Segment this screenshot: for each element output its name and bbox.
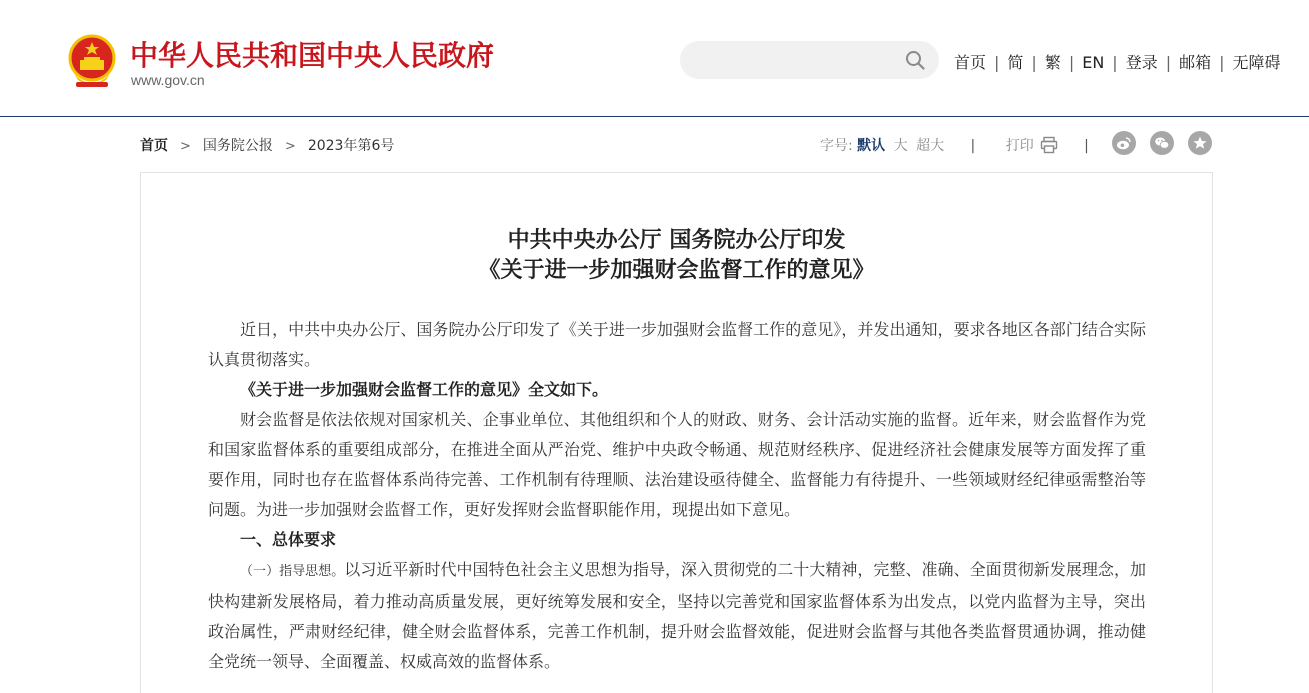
national-emblem-icon[interactable] xyxy=(66,34,118,90)
weibo-icon xyxy=(1116,135,1132,151)
article-title-line2: 《关于进一步加强财会监督工作的意见》 xyxy=(478,257,875,283)
font-size-xlarge[interactable]: 超大 xyxy=(916,138,945,154)
nav-mail[interactable]: 邮箱 xyxy=(1179,53,1212,72)
breadcrumb-gazette[interactable]: 国务院公报 xyxy=(202,138,273,154)
share-favorite-button[interactable] xyxy=(1188,131,1212,155)
article-tools xyxy=(820,135,1111,155)
nav-simplified[interactable]: 简 xyxy=(1007,53,1024,72)
article-panel xyxy=(140,172,1213,693)
chevron-right-icon: > xyxy=(284,139,296,154)
site-title[interactable]: 中华人民共和国中央人民政府 xyxy=(130,39,495,72)
share-wechat-button[interactable] xyxy=(1150,131,1174,155)
paragraph-text: 以习近平新时代中国特色社会主义思想为指导，深入贯彻党的二十大精神，完整、准确、全面贯彻新发展理念，加快构建新发展格局，着力推动高质量发展，更好统筹发展和安全，坚持以完善党和国家监督体系为出发点，以党内监督为主导，突出政治属性，严肃财经纪律，健全财会监督体系，完善工作机制，提升财会监督效能，促进财会监督与其他各类监督贯通协调，推动健全党统一领导、全面覆盖、权威高效的监督体系。 xyxy=(208,560,1146,671)
section-heading: 一、总体要求 xyxy=(240,530,337,549)
nav-divider: | xyxy=(1068,53,1075,72)
print-label: 打印 xyxy=(1005,138,1034,154)
nav-login[interactable]: 登录 xyxy=(1125,53,1158,72)
breadcrumb xyxy=(140,135,394,155)
nav-divider: | xyxy=(994,53,1000,72)
site-url: www.gov.cn xyxy=(131,72,205,88)
tools-divider: | xyxy=(1084,138,1089,154)
nav-english[interactable]: EN xyxy=(1082,53,1105,72)
subsection-label: （一）指导思想。 xyxy=(240,564,345,579)
search-icon[interactable] xyxy=(905,50,925,70)
font-size-large[interactable]: 大 xyxy=(893,138,908,154)
top-nav xyxy=(954,50,1281,73)
chevron-right-icon: > xyxy=(180,139,191,154)
share-weibo-button[interactable] xyxy=(1112,131,1136,155)
nav-divider: | xyxy=(1165,53,1172,72)
search-input[interactable] xyxy=(680,41,939,79)
nav-home[interactable]: 首页 xyxy=(954,53,987,72)
paragraph: 近日，中共中央办公厅、国务院办公厅印发了《关于进一步加强财会监督工作的意见》，并发出通知，要求各地区各部门结合实际认真贯彻落实。 xyxy=(208,320,1146,369)
printer-icon xyxy=(1040,136,1058,154)
nav-accessibility[interactable]: 无障碍 xyxy=(1232,53,1281,72)
nav-traditional[interactable]: 繁 xyxy=(1044,53,1061,72)
font-size-label: 字号: xyxy=(820,138,853,154)
paragraph-heading: 《关于进一步加强财会监督工作的意见》全文如下。 xyxy=(240,380,609,399)
print-button[interactable] xyxy=(1006,138,1058,154)
site-header xyxy=(0,0,1309,117)
nav-divider: | xyxy=(1112,53,1118,72)
breadcrumb-home[interactable]: 首页 xyxy=(140,138,168,154)
article-body xyxy=(208,315,1146,677)
font-size-default[interactable]: 默认 xyxy=(857,138,886,154)
nav-divider: | xyxy=(1219,53,1225,72)
article-title xyxy=(141,225,1212,285)
breadcrumb-issue: 2023年第6号 xyxy=(307,138,395,154)
wechat-icon xyxy=(1154,135,1170,151)
article-title-line1: 中共中央办公厅 国务院办公厅印发 xyxy=(507,227,846,253)
tools-divider: | xyxy=(970,138,976,154)
nav-divider: | xyxy=(1031,53,1037,72)
favorite-icon xyxy=(1192,135,1208,151)
paragraph xyxy=(208,555,1146,677)
paragraph: 财会监督是依法依规对国家机关、企事业单位、其他组织和个人的财政、财务、会计活动实施的监督。近年来，财会监督作为党和国家监督体系的重要组成部分，在推进全面从严治党、维护中央政令畅通、规范财经秩序、促进经济社会健康发展等方面发挥了重要作用，同时也存在监督体系尚待完善、工作机制有待理顺、法治建设亟待健全、监督能力有待提升、一些领域财经纪律亟需整治等问题。为进一步加强财会监督工作，更好发挥财会监督职能作用，现提出如下意见。 xyxy=(208,410,1146,519)
